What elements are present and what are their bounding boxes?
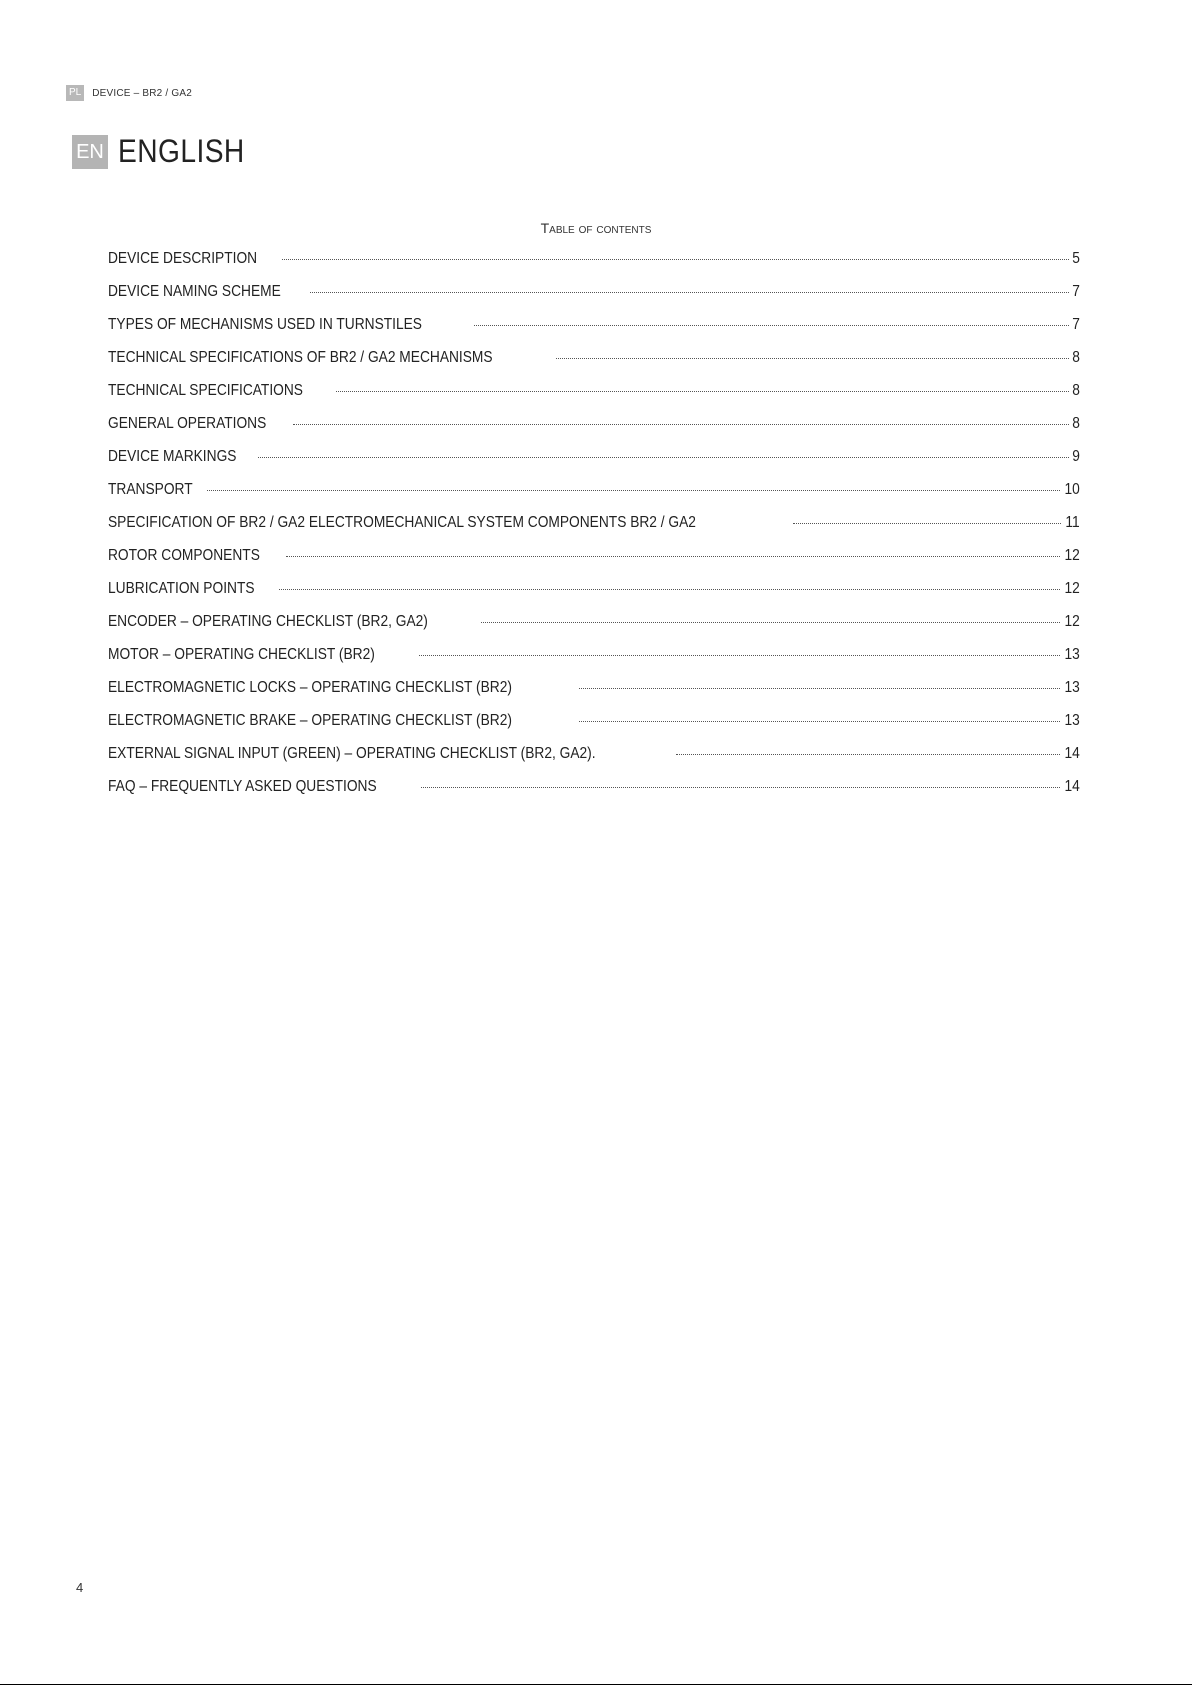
toc-entry-label: TECHNICAL SPECIFICATIONS OF BR2 / GA2 MECHANISMS [108,349,493,366]
toc-entry-label: ELECTROMAGNETIC LOCKS – OPERATING CHECKLIST (BR2) [108,679,512,696]
language-section-heading [72,133,262,170]
toc-entry-label: SPECIFICATION OF BR2 / GA2 ELECTROMECHANICAL SYSTEM COMPONENTS BR2 / GA2 [108,514,696,531]
toc-entry[interactable] [108,481,1080,514]
toc-dot-leader [279,589,1060,590]
toc-entry[interactable] [108,580,1080,613]
toc-entry-label: DEVICE MARKINGS [108,448,237,465]
toc-entry[interactable] [108,382,1080,415]
header-language-badge: PL [66,85,84,101]
toc-dot-leader [258,457,1069,458]
toc-entry-page: 12 [1064,580,1080,597]
toc-entry[interactable] [108,316,1080,349]
toc-entry[interactable] [108,283,1080,316]
toc-entry-label: ELECTROMAGNETIC BRAKE – OPERATING CHECKLIST (BR2) [108,712,512,729]
toc-entry-page: 13 [1064,679,1080,696]
toc-entry[interactable] [108,613,1080,646]
toc-entry-label: TYPES OF MECHANISMS USED IN TURNSTILES [108,316,422,333]
running-header [66,85,192,101]
toc-entry-page: 8 [1072,349,1080,366]
toc-dot-leader [419,655,1060,656]
toc-entry-label: EXTERNAL SIGNAL INPUT (GREEN) – OPERATING CHECKLIST (BR2, GA2). [108,745,596,762]
toc-entry-page: 11 [1065,514,1080,531]
toc-entry-label: DEVICE DESCRIPTION [108,250,258,267]
toc-entry[interactable] [108,712,1080,745]
language-badge: EN [72,135,108,169]
toc-dot-leader [207,490,1060,491]
toc-dot-leader [579,688,1060,689]
toc-entry-label: ROTOR COMPONENTS [108,547,260,564]
toc-entry-page: 10 [1064,481,1080,498]
toc-dot-leader [579,721,1060,722]
toc-entry-page: 9 [1072,448,1080,465]
toc-entry-label: ENCODER – OPERATING CHECKLIST (BR2, GA2) [108,613,428,630]
toc-entry[interactable] [108,778,1080,811]
header-document-title: DEVICE – BR2 / GA2 [92,87,192,99]
toc-dot-leader [286,556,1061,557]
toc-entry-label: DEVICE NAMING SCHEME [108,283,281,300]
toc-entry-label: LUBRICATION POINTS [108,580,255,597]
toc-entry-label: FAQ – FREQUENTLY ASKED QUESTIONS [108,778,377,795]
toc-entry[interactable] [108,415,1080,448]
toc-entry-page: 5 [1072,250,1080,267]
toc-entry-page: 7 [1072,283,1080,300]
toc-dot-leader [282,259,1069,260]
toc-dot-leader [293,424,1069,425]
toc-entry-label: GENERAL OPERATIONS [108,415,267,432]
toc-dot-leader [556,358,1069,359]
toc-entry-label: MOTOR – OPERATING CHECKLIST (BR2) [108,646,375,663]
toc-entry[interactable] [108,514,1080,547]
toc-entry[interactable] [108,745,1080,778]
toc-entry[interactable] [108,679,1080,712]
toc-entry-label: TRANSPORT [108,481,193,498]
table-of-contents [108,250,1080,811]
toc-entry-page: 14 [1064,778,1080,795]
toc-entry[interactable] [108,448,1080,481]
toc-entry[interactable] [108,349,1080,382]
toc-entry[interactable] [108,547,1080,580]
toc-heading: Table of contents [540,220,652,236]
toc-entry-page: 13 [1064,712,1080,729]
toc-entry-page: 12 [1064,613,1080,630]
toc-dot-leader [336,391,1069,392]
toc-dot-leader [421,787,1060,788]
toc-entry-page: 7 [1072,316,1080,333]
toc-entry-page: 14 [1064,745,1080,762]
toc-entry-page: 13 [1064,646,1080,663]
language-name: ENGLISH [118,133,245,169]
toc-dot-leader [481,622,1060,623]
toc-entry[interactable] [108,646,1080,679]
toc-entry[interactable] [108,250,1080,283]
toc-entry-label: TECHNICAL SPECIFICATIONS [108,382,303,399]
toc-entry-page: 8 [1072,382,1080,399]
toc-entry-page: 12 [1064,547,1080,564]
toc-dot-leader [793,523,1062,524]
toc-entry-page: 8 [1072,415,1080,432]
toc-dot-leader [474,325,1069,326]
toc-dot-leader [310,292,1069,293]
page-number: 4 [76,1580,84,1595]
toc-dot-leader [676,754,1060,755]
